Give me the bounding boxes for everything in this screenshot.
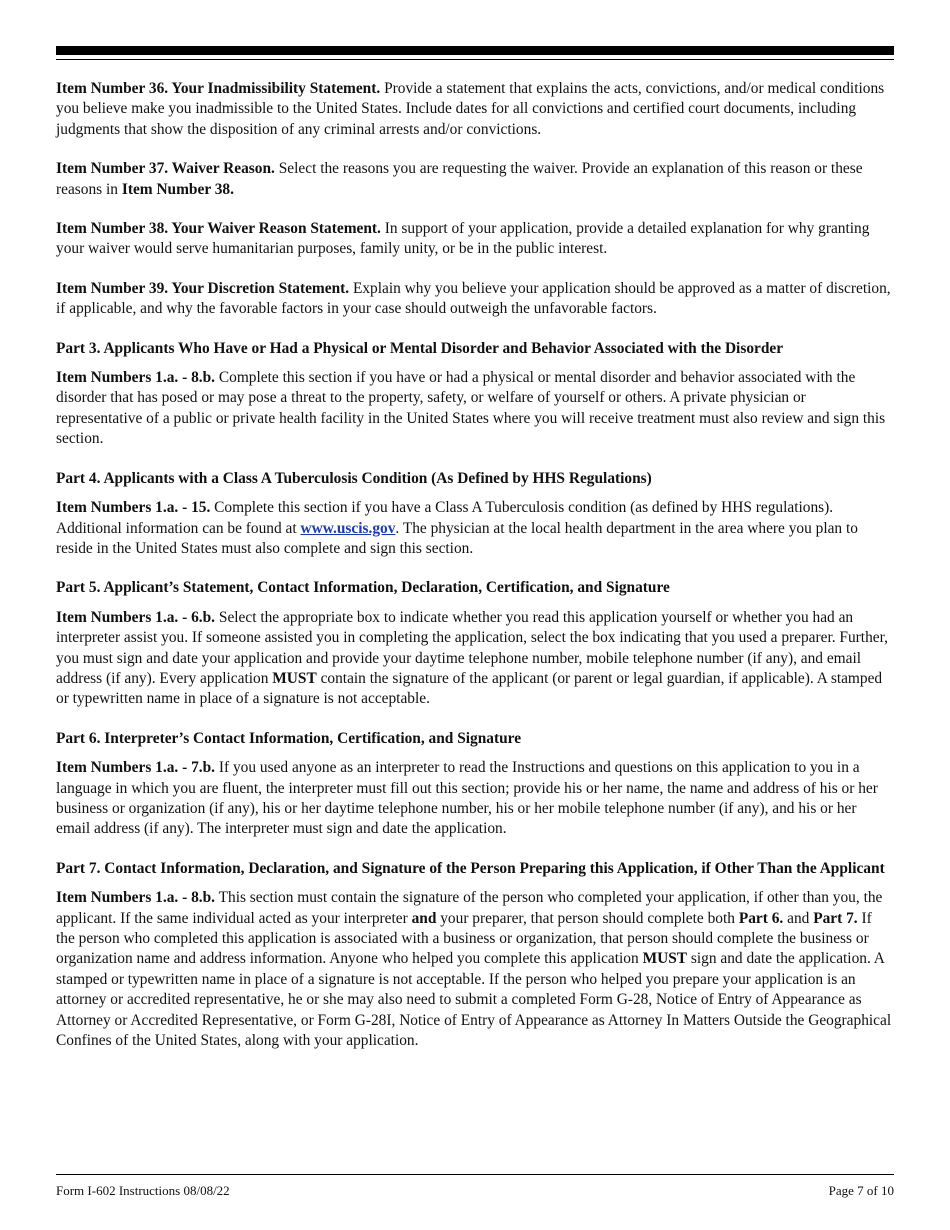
top-rule-thick — [56, 46, 894, 55]
part-7-item — [56, 888, 894, 1051]
part-3-heading: Part 3. Applicants Who Have or Had a Physical or Mental Disorder and Behavior Associated with the Disorder — [56, 339, 784, 357]
part-6-label: Item Numbers 1.a. - 7.b. — [56, 759, 216, 777]
page-footer — [56, 1183, 894, 1199]
part-4-item — [56, 498, 894, 559]
item-36-label: Item Number 36. Your Inadmissibility Statement. — [56, 80, 381, 97]
part-6-item — [56, 758, 894, 840]
part-4-label: Item Numbers 1.a. - 15. — [56, 499, 211, 517]
part-6-text: If you used anyone as an interpreter to read the Instructions and questions on this application to you in a language in which you are fluent, the interpreter must fill out this section; provide his or her name, the name and address of his or her business or organization (if any), his or her daytime telephone number, his or her mobile telephone number (if any), and his or her email address (if any). The interpreter must sign and date the application. — [56, 759, 878, 838]
part-3-item — [56, 368, 894, 450]
top-rule-thin — [56, 59, 894, 60]
item-37-text: Select the reasons you are requesting the waiver. Provide an explanation of this reason or these reasons in — [56, 160, 863, 198]
part-3-text: Complete this section if you have or had a physical or mental disorder and behavior associated with the disorder that has posed or may pose a threat to the property, safety, or welfare of yourself or others. A private physician or representative of a public or private health facility in the United States where you will receive treatment must also review and sign this section. — [56, 369, 886, 448]
part-5-heading: Part 5. Applicant’s Statement, Contact Information, Declaration, Certification, and Signature — [56, 579, 670, 597]
item-37-label: Item Number 37. Waiver Reason. — [56, 160, 275, 178]
part-7-part6-ref: Part 6. — [738, 909, 784, 927]
item-36-text: Provide a statement that explains the acts, convictions, and/or medical conditions you believe make you inadmissible to the United States. Include dates for all convictions and certified court documents, including judgments that show the disposition of any criminal arrests and/or convictions. — [56, 80, 885, 138]
part-7-and: and — [411, 909, 437, 927]
item-39-text: Explain why you believe your application should be approved as a matter of discretion, if applicable, and why the favorable factors in your case should outweigh the unfavorable factors. — [56, 279, 891, 318]
item-39 — [56, 279, 894, 320]
part-7-text-1: This section must contain the signature of the person who completed your application, if other than you, the applicant. If the same individual acted as your interpreter — [56, 889, 883, 927]
uscis-link[interactable]: www.uscis.gov — [300, 519, 396, 537]
footer-page-number: Page 7 of 10 — [828, 1183, 894, 1198]
part-5-text-2: contain the signature of the applicant (or parent or legal guardian, if applicable). A stamped or typewritten name in place of a signature is not acceptable. — [56, 669, 883, 708]
part-4-text-2: . The physician at the local health department in the area where you plan to reside in the United States must also complete and sign this section. — [56, 519, 858, 557]
part-7-must: MUST — [642, 950, 688, 968]
item-38-text: In support of your application, provide a detailed explanation for why granting your waiver would serve humanitarian purposes, family unity, or be in the public interest. — [56, 220, 870, 258]
item-39-label: Item Number 39. Your Discretion Statement. — [56, 279, 350, 297]
part-7-text-2: your preparer, that person should complete both — [436, 909, 739, 927]
part-5-item — [56, 608, 894, 710]
item-38-label: Item Number 38. Your Waiver Reason Statement. — [56, 220, 381, 238]
item-37-ref: Item Number 38. — [121, 180, 234, 198]
part-7-label: Item Numbers 1.a. - 8.b. — [56, 889, 216, 907]
instructions-content — [56, 79, 894, 1070]
item-37 — [56, 159, 894, 200]
part-7-text-4: If the person who completed this application is associated with a business or organization, that person should complete the business or organization name and address information. Anyone who helped you complete this application — [56, 909, 872, 968]
part-7-text-3: and — [783, 909, 814, 927]
part-5-must: MUST — [272, 669, 317, 687]
part-5-text-1: Select the appropriate box to indicate whether you read this application yourself or whether you had an interpreter assist you. If someone assisted you in completing the application, select the box indicating that you used a preparer. Further, you must sign and date your application and provide your daytime telephone number, mobile telephone number (if any), and email address (if any). Every application — [56, 608, 888, 687]
part-7-part7-ref: Part 7. — [813, 909, 858, 927]
part-7-text-5: sign and date the application. A stamped or typewritten name in place of a signature is not acceptable. If the person who helped you prepare your application is an attorney or accredited representative, he or she may also need to submit a completed Form G-28, Notice of Entry of Appearance as Attorney or Accredited Representative, or Form G-28I, Notice of Entry of Appearance as Attorney In Matters Outside the Geographical Confines of the United States, along with your application. — [56, 950, 892, 1050]
part-4-heading: Part 4. Applicants with a Class A Tuberculosis Condition (As Defined by HHS Regulations) — [56, 469, 652, 487]
part-6-heading: Part 6. Interpreter’s Contact Information, Certification, and Signature — [56, 729, 522, 747]
part-5-label: Item Numbers 1.a. - 6.b. — [56, 608, 216, 626]
part-7-heading: Part 7. Contact Information, Declaration, and Signature of the Person Preparing this Application, if Other Than the Applicant — [56, 859, 885, 877]
item-36 — [56, 79, 894, 140]
item-38 — [56, 219, 894, 260]
footer-rule — [56, 1174, 894, 1175]
footer-form-id: Form I-602 Instructions 08/08/22 — [56, 1183, 230, 1198]
part-4-text-1: Complete this section if you have a Class A Tuberculosis condition (as defined by HHS regulations). Additional information can be found at — [56, 499, 834, 537]
part-3-label: Item Numbers 1.a. - 8.b. — [56, 369, 216, 387]
